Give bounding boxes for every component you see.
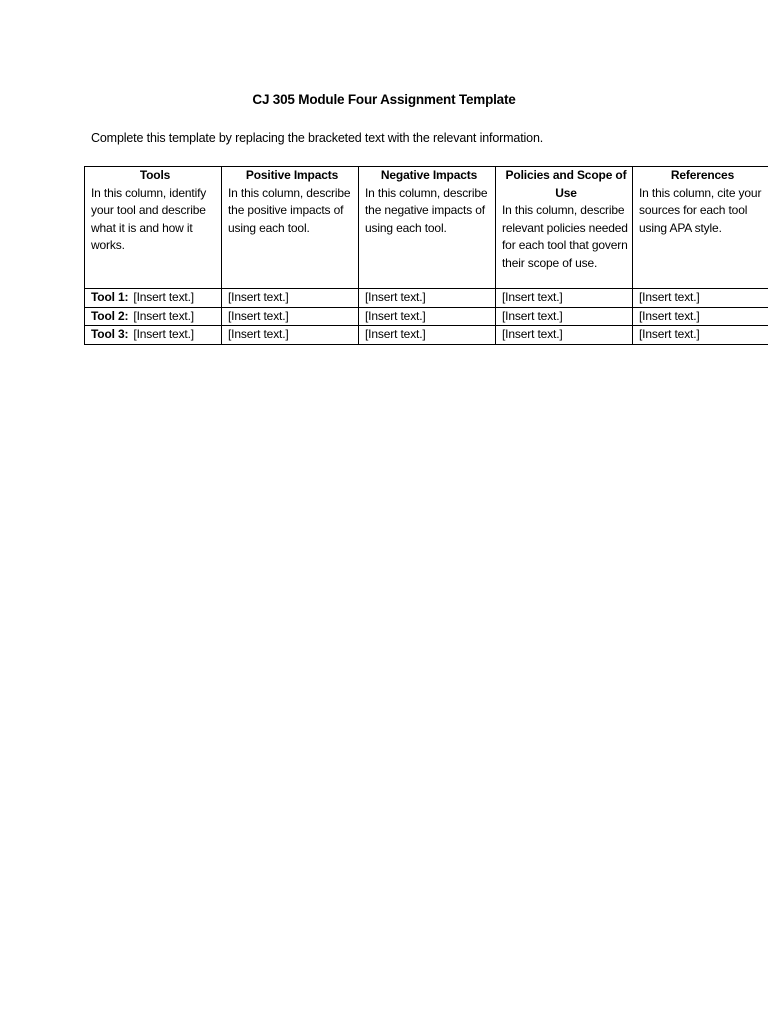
header-cell-policies [496, 167, 633, 289]
insert-text-placeholder[interactable]: [Insert text.] [133, 308, 194, 323]
tool-cell[interactable] [85, 289, 222, 308]
tool-label: Tool 2: [91, 308, 129, 323]
header-cell-tools [85, 167, 222, 289]
negative-impacts-cell[interactable]: [Insert text.] [359, 289, 496, 308]
policies-cell[interactable]: [Insert text.] [496, 326, 633, 345]
references-cell[interactable]: [Insert text.] [633, 326, 768, 345]
tool-label: Tool 3: [91, 327, 129, 341]
positive-impacts-cell[interactable]: [Insert text.] [222, 307, 359, 326]
table-row-tool-2 [85, 307, 768, 326]
table-row-tool-1 [85, 289, 768, 308]
header-cell-positive-impacts [222, 167, 359, 289]
positive-impacts-cell[interactable]: [Insert text.] [222, 326, 359, 345]
column-header: Tools [139, 168, 171, 182]
document-title: CJ 305 Module Four Assignment Template [252, 92, 516, 107]
table-header-row [85, 167, 768, 289]
policies-cell[interactable]: [Insert text.] [496, 289, 633, 308]
column-description: In this column, describe the negative impacts of using each tool. [365, 185, 488, 235]
instructions-text: Complete this template by replacing the bracketed text with the relevant information. [91, 131, 544, 145]
column-header: Policies and Scope of Use [505, 168, 627, 200]
references-cell[interactable]: [Insert text.] [633, 307, 768, 326]
table-row-tool-3 [85, 326, 768, 345]
column-header: References [670, 168, 735, 182]
insert-text-placeholder[interactable]: [Insert text.] [133, 327, 194, 341]
assignment-table [84, 166, 768, 345]
column-description: In this column, describe the positive impacts of using each tool. [228, 185, 351, 235]
references-cell[interactable]: [Insert text.] [633, 289, 768, 308]
header-cell-references [633, 167, 768, 289]
positive-impacts-cell[interactable]: [Insert text.] [222, 289, 359, 308]
header-cell-negative-impacts [359, 167, 496, 289]
column-header: Positive Impacts [245, 168, 339, 182]
negative-impacts-cell[interactable]: [Insert text.] [359, 326, 496, 345]
column-description: In this column, cite your sources for each tool using APA style. [639, 185, 762, 235]
column-header: Negative Impacts [380, 168, 478, 182]
tool-cell[interactable] [85, 326, 222, 345]
tool-cell[interactable] [85, 307, 222, 326]
column-description: In this column, identify your tool and describe what it is and how it works. [91, 185, 207, 252]
column-description: In this column, describe relevant policies needed for each tool that govern their scope of use. [502, 203, 628, 270]
policies-cell[interactable]: [Insert text.] [496, 307, 633, 326]
tool-label: Tool 1: [91, 290, 129, 304]
insert-text-placeholder[interactable]: [Insert text.] [133, 290, 194, 304]
negative-impacts-cell[interactable]: [Insert text.] [359, 307, 496, 326]
